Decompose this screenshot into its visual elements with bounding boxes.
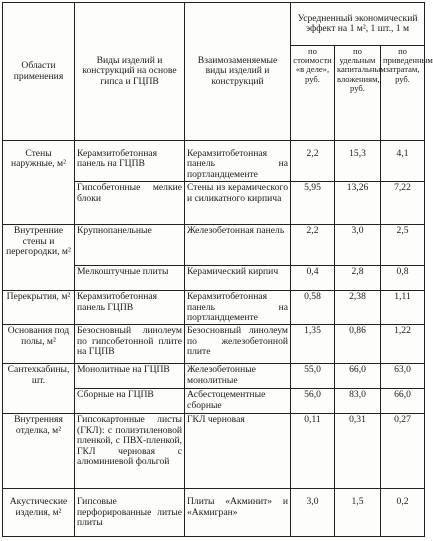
cell-capital: 2,38 — [335, 291, 381, 325]
cell-reduced: 66,0 — [381, 389, 425, 414]
cell-area: Внутренние стены и перегородки, м² — [3, 225, 75, 291]
table-row — [3, 364, 425, 389]
cell-alternative: Железобетонная панель — [185, 225, 291, 266]
cell-alternative: Безосновный линолеум по железобетонной плите — [185, 325, 291, 364]
cell-product: Керамзитобетонная панель на ГЦПВ — [75, 141, 185, 182]
cell-cost: 3,0 — [291, 489, 335, 537]
cell-alternative: Стены из керамического и силикатного кирпича — [185, 182, 291, 225]
cell-cost: 2,2 — [291, 225, 335, 266]
cell-area: Перекрытия, м² — [3, 291, 75, 325]
table-row — [3, 141, 425, 182]
cell-capital: 15,3 — [335, 141, 381, 182]
cell-cost: 56,0 — [291, 389, 335, 414]
cell-alternative: Асбестоцементные сборные — [185, 389, 291, 414]
cell-alternative: Плиты «Акминит» и «Акмигран» — [185, 489, 291, 537]
cell-product: Крупнопанельные — [75, 225, 185, 266]
table-row — [3, 489, 425, 537]
cell-area: Стены наружные, м² — [3, 141, 75, 225]
cell-product: Сборные на ГЦПВ — [75, 389, 185, 414]
cell-product: Мелкоштучные плиты — [75, 266, 185, 291]
cell-capital: 13,26 — [335, 182, 381, 225]
cell-cost: 55,0 — [291, 364, 335, 389]
table-row — [3, 225, 425, 266]
cell-alternative: Керамический кирпич — [185, 266, 291, 291]
cell-cost: 0,4 — [291, 266, 335, 291]
cell-area: Сантехкабины, шт. — [3, 364, 75, 414]
cell-cost: 5,95 — [291, 182, 335, 225]
cell-cost: 0,11 — [291, 414, 335, 489]
cell-product: Гипсокартонные листы (ГКЛ): с полиэтиленовой пленкой, с ПВХ-пленкой, ГКЛ черновая с алюминиевой фольгой — [75, 414, 185, 489]
cell-product: Монолитные на ГЦПВ — [75, 364, 185, 389]
header-products: Виды изделий и конструкций на основе гипса и ГЦПВ — [75, 3, 185, 141]
cell-capital: 1,5 — [335, 489, 381, 537]
cell-capital: 0,86 — [335, 325, 381, 364]
header-area: Области применения — [3, 3, 75, 141]
effect-table — [2, 2, 433, 537]
cell-product: Гипсобетонные мелкие блоки — [75, 182, 185, 225]
cell-alternative: Керамзитобетонная панель на портландцементе — [185, 291, 291, 325]
cell-area: Акустические изделия, м² — [3, 489, 75, 537]
cell-capital: 66,0 — [335, 364, 381, 389]
cell-reduced: 4,1 — [381, 141, 425, 182]
cell-alternative: Железобетонные монолитные — [185, 364, 291, 389]
cell-alternative: ГКЛ черновая — [185, 414, 291, 489]
header-sub-cost: по стоимости «в деле», руб. — [291, 46, 335, 141]
cell-reduced: 0,8 — [381, 266, 425, 291]
cell-capital: 83,0 — [335, 389, 381, 414]
cell-product: Гипсовые перфорированные литые плиты — [75, 489, 185, 537]
header-alternatives: Взаимозаменяемые виды изделий и конструкций — [185, 3, 291, 141]
cell-reduced: 1,11 — [381, 291, 425, 325]
cell-cost: 0,58 — [291, 291, 335, 325]
cell-reduced: 0,2 — [381, 489, 425, 537]
header-effect: Усредненный экономический эффект на 1 м², 1 шт., 1 м — [291, 3, 425, 46]
table-row — [3, 325, 425, 364]
cell-reduced: 2,5 — [381, 225, 425, 266]
table-row — [3, 291, 425, 325]
cell-alternative: Керамзитобетонная панель на портландцементе — [185, 141, 291, 182]
cell-capital: 2,8 — [335, 266, 381, 291]
cell-cost: 1,35 — [291, 325, 335, 364]
cell-area: Внутренняя отделка, м² — [3, 414, 75, 489]
cell-product: Керамзитобетонная панель ГЦПВ — [75, 291, 185, 325]
cell-reduced: 7,22 — [381, 182, 425, 225]
cell-product: Безосновный линолеум по гипсобетонной плите на ГЦПВ — [75, 325, 185, 364]
cell-reduced: 1,22 — [381, 325, 425, 364]
cell-cost: 2,2 — [291, 141, 335, 182]
cell-reduced: 0,27 — [381, 414, 425, 489]
cell-reduced: 63,0 — [381, 364, 425, 389]
cell-capital: 0,31 — [335, 414, 381, 489]
cell-capital: 3,0 — [335, 225, 381, 266]
cell-area: Основания под полы, м² — [3, 325, 75, 364]
table-row — [3, 414, 425, 489]
header-sub-reduced: по приведенным затратам, руб. — [381, 46, 425, 141]
header-sub-capital: по удельным капитальным вложениям, руб. — [335, 46, 381, 141]
